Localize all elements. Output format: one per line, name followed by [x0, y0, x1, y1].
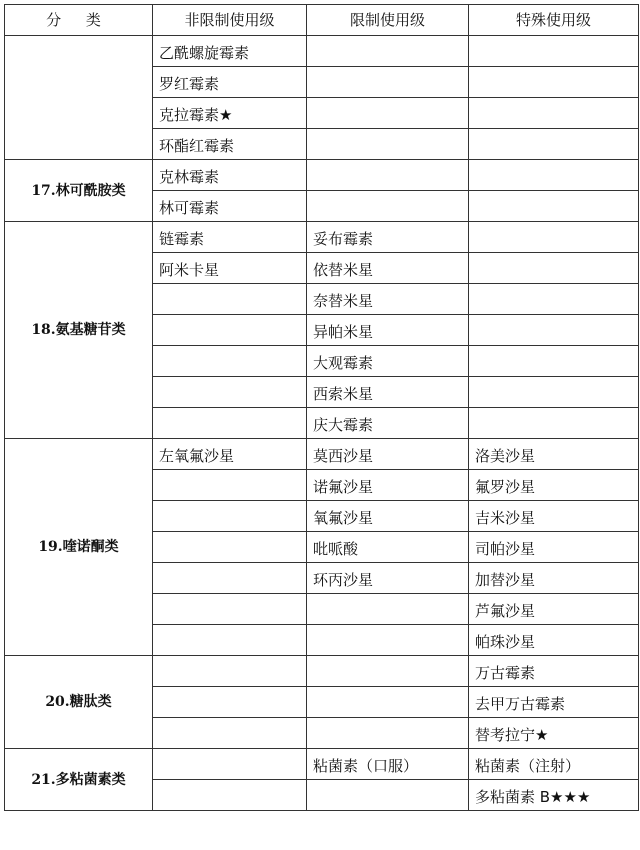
unrestricted-cell: 克拉霉素★ [153, 98, 307, 129]
special-cell [469, 98, 639, 129]
special-cell [469, 253, 639, 284]
restricted-cell: 妥布霉素 [307, 222, 469, 253]
restricted-cell [307, 656, 469, 687]
header-unrestricted: 非限制使用级 [153, 5, 307, 36]
restricted-cell [307, 160, 469, 191]
restricted-cell: 吡哌酸 [307, 532, 469, 563]
restricted-cell [307, 718, 469, 749]
special-cell [469, 377, 639, 408]
restricted-cell [307, 98, 469, 129]
restricted-cell [307, 625, 469, 656]
special-cell: 加替沙星 [469, 563, 639, 594]
unrestricted-cell: 乙酰螺旋霉素 [153, 36, 307, 67]
unrestricted-cell [153, 532, 307, 563]
header-restricted: 限制使用级 [307, 5, 469, 36]
unrestricted-cell [153, 501, 307, 532]
special-cell [469, 315, 639, 346]
category-cell: 18.氨基糖苷类 [5, 222, 153, 439]
special-cell: 粘菌素（注射） [469, 749, 639, 780]
special-cell [469, 408, 639, 439]
special-cell: 替考拉宁★ [469, 718, 639, 749]
unrestricted-cell [153, 656, 307, 687]
restricted-cell [307, 36, 469, 67]
restricted-cell [307, 780, 469, 811]
special-cell [469, 346, 639, 377]
table-row [5, 749, 639, 780]
special-cell [469, 67, 639, 98]
table-header [5, 5, 639, 36]
restricted-cell: 粘菌素（口服） [307, 749, 469, 780]
special-cell [469, 284, 639, 315]
unrestricted-cell [153, 377, 307, 408]
antibiotic-classification-table [4, 4, 639, 811]
unrestricted-cell: 阿米卡星 [153, 253, 307, 284]
unrestricted-cell [153, 563, 307, 594]
category-cell: 17.林可酰胺类 [5, 160, 153, 222]
special-cell [469, 191, 639, 222]
restricted-cell [307, 67, 469, 98]
unrestricted-cell [153, 625, 307, 656]
special-cell: 洛美沙星 [469, 439, 639, 470]
unrestricted-cell [153, 780, 307, 811]
unrestricted-cell [153, 470, 307, 501]
header-category: 分 类 [5, 5, 153, 36]
special-cell: 帕珠沙星 [469, 625, 639, 656]
restricted-cell [307, 687, 469, 718]
restricted-cell: 庆大霉素 [307, 408, 469, 439]
unrestricted-cell [153, 749, 307, 780]
category-cell: 19.喹诺酮类 [5, 439, 153, 656]
restricted-cell: 异帕米星 [307, 315, 469, 346]
special-cell [469, 36, 639, 67]
table-body [5, 36, 639, 811]
special-cell: 吉米沙星 [469, 501, 639, 532]
special-cell: 氟罗沙星 [469, 470, 639, 501]
unrestricted-cell [153, 284, 307, 315]
unrestricted-cell [153, 408, 307, 439]
table-row [5, 222, 639, 253]
restricted-cell: 依替米星 [307, 253, 469, 284]
category-cell: 20.糖肽类 [5, 656, 153, 749]
special-cell: 芦氟沙星 [469, 594, 639, 625]
restricted-cell: 奈替米星 [307, 284, 469, 315]
unrestricted-cell [153, 315, 307, 346]
unrestricted-cell [153, 346, 307, 377]
table-row [5, 439, 639, 470]
restricted-cell: 氧氟沙星 [307, 501, 469, 532]
header-row [5, 5, 639, 36]
unrestricted-cell [153, 687, 307, 718]
restricted-cell: 诺氟沙星 [307, 470, 469, 501]
unrestricted-cell [153, 594, 307, 625]
restricted-cell [307, 594, 469, 625]
special-cell [469, 160, 639, 191]
unrestricted-cell: 罗红霉素 [153, 67, 307, 98]
restricted-cell: 莫西沙星 [307, 439, 469, 470]
table-row [5, 160, 639, 191]
unrestricted-cell: 林可霉素 [153, 191, 307, 222]
special-cell: 多粘菌素 B★★★ [469, 780, 639, 811]
category-cell: 21.多粘菌素类 [5, 749, 153, 811]
unrestricted-cell [153, 718, 307, 749]
restricted-cell: 大观霉素 [307, 346, 469, 377]
category-cell [5, 36, 153, 160]
header-special: 特殊使用级 [469, 5, 639, 36]
restricted-cell [307, 129, 469, 160]
unrestricted-cell: 链霉素 [153, 222, 307, 253]
unrestricted-cell: 克林霉素 [153, 160, 307, 191]
special-cell: 万古霉素 [469, 656, 639, 687]
table-row [5, 36, 639, 67]
special-cell: 司帕沙星 [469, 532, 639, 563]
restricted-cell: 西索米星 [307, 377, 469, 408]
restricted-cell: 环丙沙星 [307, 563, 469, 594]
unrestricted-cell: 环酯红霉素 [153, 129, 307, 160]
table-row [5, 656, 639, 687]
special-cell: 去甲万古霉素 [469, 687, 639, 718]
special-cell [469, 222, 639, 253]
unrestricted-cell: 左氧氟沙星 [153, 439, 307, 470]
special-cell [469, 129, 639, 160]
restricted-cell [307, 191, 469, 222]
